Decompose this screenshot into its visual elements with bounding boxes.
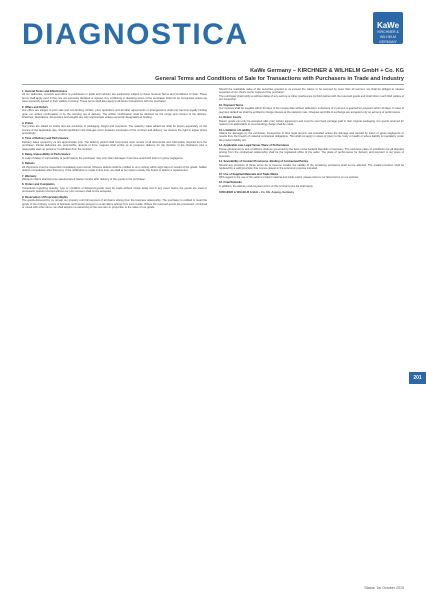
section-heading: 2. Offers and Orders	[22, 105, 48, 109]
section-body: These general terms and conditions shall be governed by the laws of the Federal Republic of Germany. The exclusive place of jurisdiction for all disputes arising from the contractual relationship shall be the registered office of the seller. The place of performance for delivery and payment is our place of business.	[219, 147, 404, 158]
terms-section	[219, 95, 404, 102]
section-heading: 14. Severability of Contract Provisions, Binding of Contractual Parties	[219, 160, 309, 164]
section-heading: 15. Use of Supplied Materials and Trade Marks	[219, 172, 279, 176]
terms-section	[22, 183, 207, 193]
company-name: KaWe Germany – KIRCHNER & WILHELM GmbH + Co. KG	[250, 68, 404, 74]
section-body: All shipments must be inspected immediately upon arrival. Obvious defects shall be notified to us in writing within eight days of receipt of the goods, hidden defects immediately after discovery. If the notification is made in due time, we shall at our option remedy the defect or deliver a replacement.	[22, 165, 207, 173]
section-heading: 11. Return Goods	[219, 116, 242, 120]
kawe-logo	[373, 12, 403, 44]
terms-section	[22, 196, 207, 210]
section-body: The goods delivered by us remain our property until full payment of all claims arising from the business relationship. The purchaser is entitled to resell the goods in the ordinary course of business and hereby assigns to us all claims arising from such resale. Where the reserved goods are processed, combined or mixed with other items, we shall acquire co-ownership of the new item in proportion to the value of our goods.	[22, 199, 207, 210]
section-body: All our deliveries, services and offers to purchasers in trade and industry are exclusively subject to these General Terms and Conditions of Sale. These terms shall apply even if they are not expressly declared or agreed. Any conflicting or deviating terms of the purchaser shall not be recognised unless we have expressly agreed to their validity in writing. These terms shall also apply to all future transactions with the purchaser.	[22, 93, 207, 104]
brand-title: DIAGNOSTICA	[22, 18, 249, 51]
section-heading: 4. Time of Delivery and Performance	[22, 137, 69, 141]
section-body: Our offers are subject to prior sale and non-binding. Orders, price quotations and all other agreements or arrangements shall only become legally binding upon our written confirmation or by the carrying out of delivery. The written confirmation shall be decisive for the scope and content of the delivery. Drawings, illustrations, dimensions and weights are only approximate unless expressly designated as binding.	[22, 109, 207, 120]
terms-section	[22, 90, 207, 104]
section-body: Delivery dates quoted by us are approximate only. The delivery period shall commence upon receipt of all documents and information required from the purchaser. Partial deliveries are permissible. Events of force majeure shall entitle us to postpone delivery for the duration of the hindrance plus a reasonable start-up period or to withdraw from the contract.	[22, 140, 207, 151]
terms-right-sections	[219, 88, 404, 188]
terms-section	[219, 144, 404, 158]
document-title: General Terms and Conditions of Sale for Transactions with Purchasers in Trade and Industry	[155, 76, 404, 82]
section-body: Claims for damages by the purchaser, irrespective of their legal ground, are excluded unless the damage was caused by intent or gross negligence or results from the breach of material contractual obligations. This shall not apply in cases of injury to life, body or health or where liability is mandatory under the product liability act.	[219, 131, 404, 142]
terms-section	[219, 129, 404, 143]
section-heading: 8. Orders and Complaints	[22, 183, 55, 187]
status-line: Status: 1st October 2019	[364, 586, 404, 590]
terms-section	[219, 160, 404, 170]
section-body: In case of delay or impossibility of performance the purchaser may only claim damages if we have acted with intent or gross negligence.	[22, 156, 184, 160]
section-body: Should any provision of these terms be or become invalid, the validity of the remaining provisions shall not be affected. The invalid provision shall be replaced by a valid provision that comes closest to the economic purpose intended.	[219, 163, 404, 171]
section-heading: 13. Applicable Law, Legal Venue, Place of Performance	[219, 144, 289, 148]
section-body: With regard to the use of the seller's product material and trade marks, please refer to our latest terms on our website.	[219, 175, 360, 179]
terms-section	[22, 175, 207, 182]
terms-section	[219, 88, 404, 95]
section-body: Our invoices shall be payable within 30 days of the invoice date without deduction. A discount of 2 percent is granted for payment within 10 days. In case of payment default we shall be entitled to charge interest at the statutory rate. Cheques and bills of exchange are accepted only on account of performance.	[219, 107, 404, 114]
section-body: Our prices are stated ex works and are exclusive of packaging, freight and insurance. The statutory value added tax shall be shown separately on the invoice at the applicable rate. Should significant cost changes occur between conclusion of the contract and delivery, we reserve the right to adjust prices accordingly.	[22, 125, 207, 135]
terms-section	[22, 106, 207, 120]
terms-section	[219, 116, 404, 126]
page-number-badge: 201	[409, 372, 426, 384]
header-divider	[22, 84, 404, 85]
section-body: In addition, the delivery and payment terms of this contract price list shall apply.	[219, 184, 314, 188]
section-body: The purchaser shall notify us without delay of any seizure or other interference by third parties with the reserved goods and shall inform such third parties of our ownership.	[219, 94, 404, 102]
terms-section	[219, 173, 404, 180]
signoff: KIRCHNER & WILHELM GmbH + Co. KG, Asperg, Germany	[219, 191, 294, 195]
section-heading: 7. Warranty	[22, 174, 37, 178]
terms-section	[22, 122, 207, 136]
section-body: Complaints regarding quantity, type or condition of delivered goods must be made without undue delay and in any event before the goods are used or processed. Goods returned without our prior consent shall not be accepted.	[22, 186, 207, 194]
terms-column-right	[219, 88, 404, 195]
terms-column-left	[22, 88, 207, 210]
terms-section	[22, 162, 207, 172]
logo-text: KaWe	[376, 21, 400, 30]
section-body: Return goods can only be accepted after prior written agreement and must be sent back carriage paid in their original packaging. For goods returned for reasons not attributable to us a handling charge shall be made.	[219, 119, 404, 127]
logo-subtext: KIRCHNER & WILHELM GERMANY	[377, 30, 399, 44]
section-body: Should the realisable value of the securities granted to us exceed the claims to be secured by more than 10 percent, we shall be obliged to release securities of our choice at the request of the purchaser.	[219, 88, 404, 95]
section-heading: 1. General Terms and Effectiveness	[22, 90, 68, 93]
terms-section	[219, 181, 404, 188]
section-heading: 9. Reservation of Proprietary Rights	[22, 195, 68, 199]
section-heading: 10. Payment Terms	[219, 103, 244, 107]
section-body: Warranty claims shall become statute-barred twelve months after delivery of the goods to the purchaser.	[22, 177, 146, 181]
section-heading: 12. Limitation of Liability	[219, 128, 251, 132]
terms-section	[22, 137, 207, 151]
section-heading: 16. Final Remarks	[219, 181, 242, 185]
terms-section	[22, 153, 207, 160]
terms-section	[219, 104, 404, 114]
section-heading: 5. Delay, Impossibility of Performance	[22, 153, 71, 157]
section-heading: 3. Prices	[22, 121, 34, 125]
section-heading: 6. Defects	[22, 162, 35, 166]
